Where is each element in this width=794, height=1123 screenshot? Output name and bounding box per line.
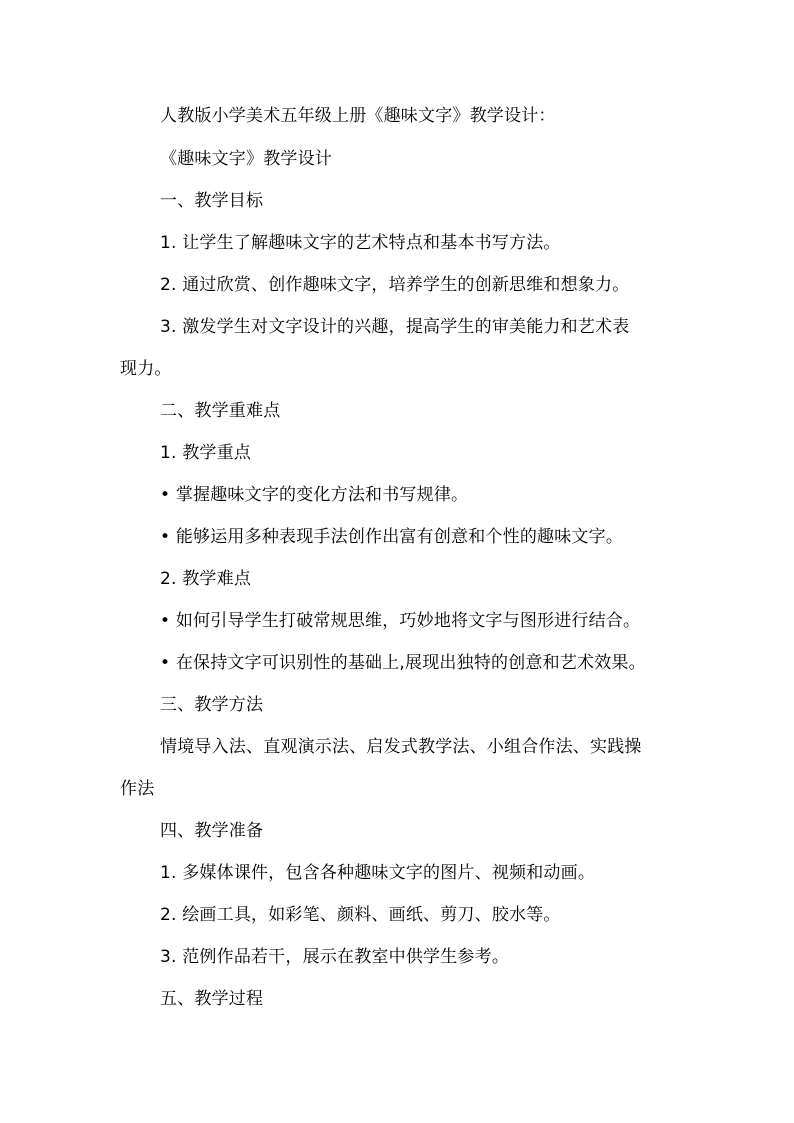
methods-text-continuation: 作法 — [120, 779, 155, 799]
document-title: 人教版小学美术五年级上册《趣味文字》教学设计： — [160, 106, 556, 126]
focus-bullet-item: • 掌握趣味文字的变化方法和书写规律。 — [160, 485, 469, 505]
objective-item: 1. 让学生了解趣味文字的艺术特点和基本书写方法。 — [160, 233, 561, 253]
preparation-item: 1. 多媒体课件，包含各种趣味文字的图片、视频和动画。 — [160, 863, 596, 883]
objective-item: 3. 激发学生对文字设计的兴趣，提高学生的审美能力和艺术表 — [160, 317, 630, 337]
section-heading-preparation: 四、教学准备 — [160, 821, 264, 841]
objective-item-continuation: 现力。 — [120, 359, 172, 379]
section-heading-key-points: 二、教学重难点 — [160, 401, 281, 421]
objective-item: 2. 通过欣赏、创作趣味文字，培养学生的创新思维和想象力。 — [160, 275, 630, 295]
difficulty-bullet-item: • 在保持文字可识别性的基础上,展现出独特的创意和艺术效果。 — [160, 653, 646, 673]
section-heading-methods: 三、教学方法 — [160, 695, 264, 715]
difficulty-bullet-item: • 如何引导学生打破常规思维，巧妙地将文字与图形进行结合。 — [160, 611, 641, 631]
document-subtitle: 《趣味文字》教学设计 — [160, 149, 332, 169]
methods-text: 情境导入法、直观演示法、启发式教学法、小组合作法、实践操 — [160, 737, 642, 757]
section-heading-objectives: 一、教学目标 — [160, 191, 264, 211]
focus-bullet-item: • 能够运用多种表现手法创作出富有创意和个性的趣味文字。 — [160, 527, 624, 547]
section-heading-process: 五、教学过程 — [160, 989, 264, 1009]
difficulty-label: 2. 教学难点 — [160, 569, 252, 589]
preparation-item: 2. 绘画工具，如彩笔、颜料、画纸、剪刀、胶水等。 — [160, 905, 561, 925]
focus-label: 1. 教学重点 — [160, 443, 252, 463]
preparation-item: 3. 范例作品若干，展示在教室中供学生参考。 — [160, 947, 510, 967]
